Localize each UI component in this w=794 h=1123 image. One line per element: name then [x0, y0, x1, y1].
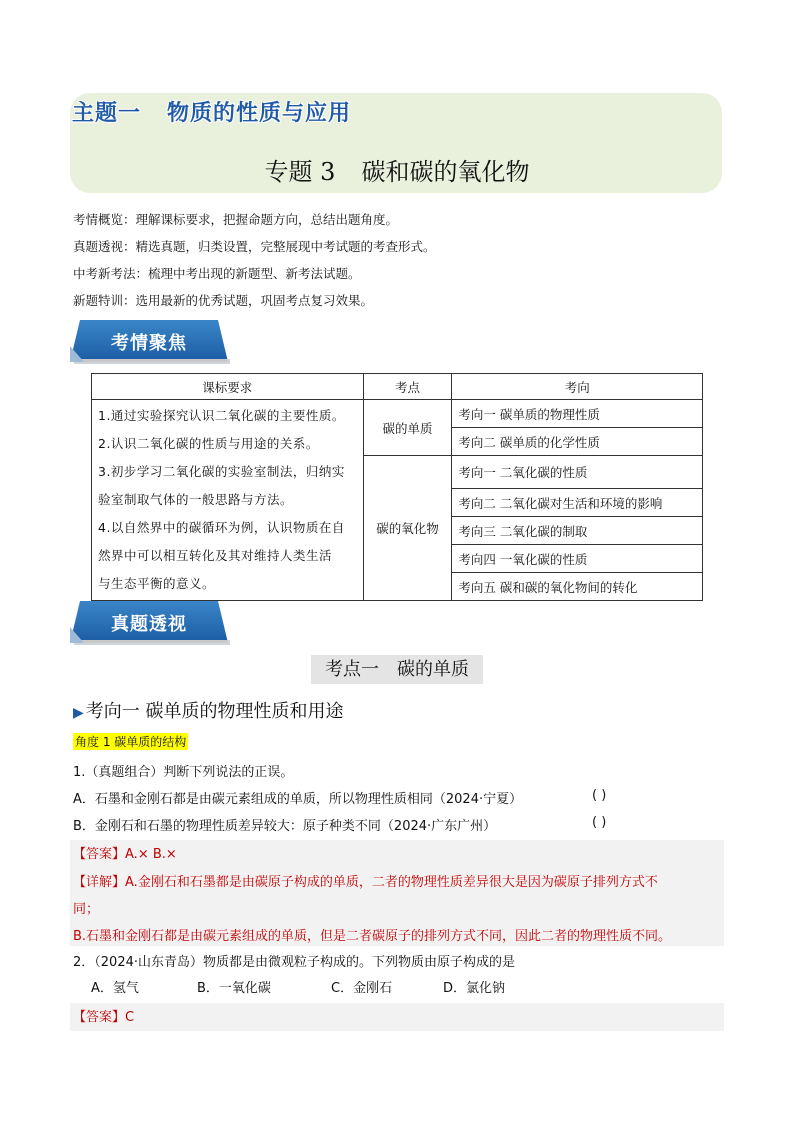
- direction-cell: 考向三 二氧化碳的制取: [452, 517, 703, 545]
- intro-line: 真题透视：精选真题，归类设置，完整展现中考试题的考查形式。: [73, 239, 436, 254]
- requirement-line: 与生态平衡的意义。: [98, 576, 216, 591]
- question-1-stem: 1.（真题组合）判断下列说法的正误。: [73, 765, 294, 780]
- theme-title: [72, 96, 351, 127]
- detail-tag: 【详解】: [73, 875, 126, 890]
- direction-cell: 考向一 二氧化碳的性质: [452, 456, 703, 489]
- answer-bracket: ( ): [592, 788, 607, 803]
- angle-label: 角度 1 碳单质的结构: [75, 735, 187, 749]
- point-cell: 碳的氧化物: [363, 456, 452, 601]
- section-banner-focus: [70, 320, 228, 362]
- requirement-line: 4.以自然界中的碳循环为例，认识物质在自: [98, 520, 345, 535]
- direction-title-text: 考向一 碳单质的物理性质和用途: [85, 701, 344, 722]
- requirement-line: 1.通过实验探究认识二氧化碳的主要性质。: [98, 408, 345, 423]
- question-1-option-b: B．金刚石和石墨的物理性质差异较大：原子种类不同（2024·广东广州）: [73, 819, 497, 834]
- requirement-line: 然界中可以相互转化及其对维持人类生活: [98, 548, 333, 563]
- requirement-line: 3.初步学习二氧化碳的实验室制法，归纳实: [98, 464, 345, 479]
- knowledge-point-number: 考点一: [325, 659, 379, 680]
- direction-cell: 考向五 碳和碳的氧化物间的转化: [452, 573, 703, 601]
- header-requirements: 课标要求: [92, 374, 364, 400]
- answer-bracket: ( ): [592, 815, 607, 830]
- intro-line: 新题特训：选用最新的优秀试题，巩固考点复习效果。: [73, 293, 374, 308]
- answer-box-2: [70, 1003, 724, 1031]
- answer-tag: 【答案】: [73, 1010, 126, 1025]
- requirement-line: 2.认识二氧化碳的性质与用途的关系。: [98, 436, 319, 451]
- table-row: [92, 400, 703, 428]
- answer-tag: 【答案】: [73, 847, 126, 862]
- detail-line-1: [73, 871, 658, 890]
- question-2-option: D．氯化钠: [443, 981, 506, 996]
- knowledge-point-name: 碳的单质: [397, 659, 469, 680]
- banner-label: 真题透视: [111, 614, 187, 635]
- requirement-line: 验室制取气体的一般思路与方法。: [98, 492, 294, 507]
- direction-title: [73, 697, 344, 723]
- answer-text: C: [125, 1010, 135, 1025]
- answer-text: A.× B.×: [125, 847, 177, 862]
- banner-label: 考情聚焦: [111, 333, 187, 354]
- theme-name: 物质的性质与应用: [167, 101, 352, 126]
- question-2-option: B．一氧化碳: [197, 981, 271, 996]
- triangle-bullet-icon: ▶: [73, 705, 84, 721]
- question-2-option: A．氢气: [91, 981, 139, 996]
- detail-line-3: B.石墨和金刚石都是由碳元素组成的单质，但是二者碳原子的排列方式不同，因此二者的物理性质不同。: [73, 929, 672, 944]
- direction-cell: 考向二 碳单质的化学性质: [452, 428, 703, 456]
- theme-number: 主题一: [72, 101, 142, 126]
- direction-cell: 考向四 一氧化碳的性质: [452, 545, 703, 573]
- intro-line: 中考新考法：梳理中考出现的新题型、新考法试题。: [73, 266, 361, 281]
- topic-name: 碳和碳的氧化物: [361, 158, 530, 186]
- topic-number: 专题 3: [264, 158, 336, 186]
- question-2-stem: 2．（2024·山东青岛）物质都是由微观粒子构成的。下列物质由原子构成的是: [73, 955, 515, 970]
- answer-line-1: [73, 843, 177, 862]
- table-header-row: [92, 374, 703, 400]
- detail-line-2: 同；: [73, 902, 100, 917]
- section-banner-real: [70, 601, 228, 643]
- header-direction: 考向: [452, 374, 703, 400]
- detail-text: A.金刚石和石墨都是由碳原子构成的单质，二者的物理性质差异很大是因为碳原子排列方式不: [125, 875, 658, 890]
- header-point: 考点: [363, 374, 452, 400]
- requirements-cell: [92, 400, 364, 601]
- direction-cell: 考向二 二氧化碳对生活和环境的影响: [452, 489, 703, 517]
- point-cell: 碳的单质: [363, 400, 452, 456]
- intro-list: [73, 206, 436, 314]
- intro-line: 考情概览：理解课标要求，把握命题方向，总结出题角度。: [73, 212, 399, 227]
- topic-title: [0, 152, 794, 187]
- question-1-option-a: A．石墨和金刚石都是由碳元素组成的单质，所以物理性质相同（2024·宁夏）: [73, 792, 523, 807]
- knowledge-point-title: [311, 655, 483, 684]
- answer-line-2: [73, 1006, 134, 1025]
- question-2-option: C．金刚石: [331, 981, 393, 996]
- requirements-table: [91, 373, 703, 601]
- direction-cell: 考向一 碳单质的物理性质: [452, 400, 703, 428]
